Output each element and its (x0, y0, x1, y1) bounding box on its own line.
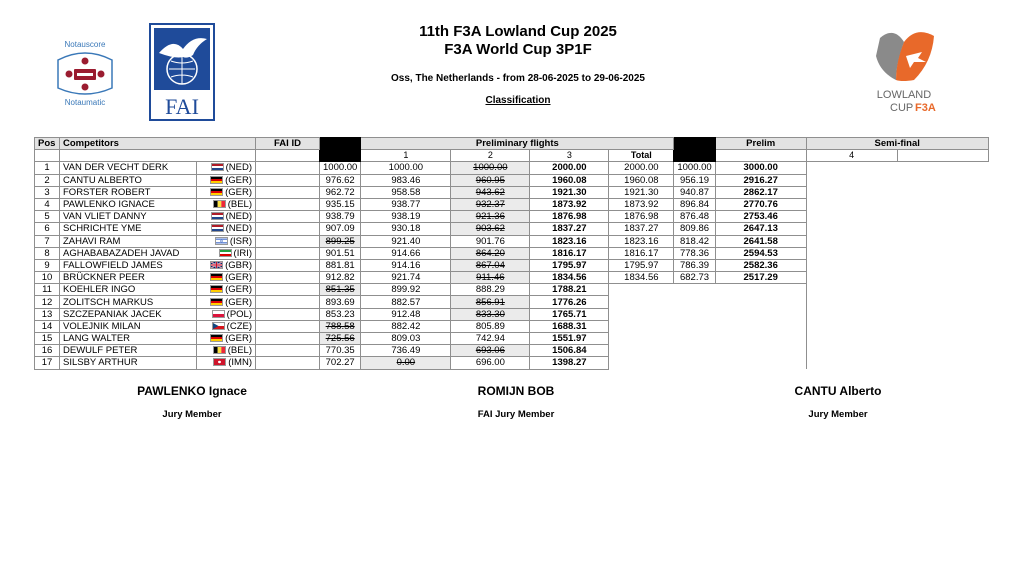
cell-semi-round-4: 896.84 (674, 198, 715, 210)
table-row (35, 223, 989, 235)
cell-flight-3: 742.94 (451, 333, 530, 345)
table-row (35, 345, 989, 357)
col-round-1: 1 (361, 150, 451, 162)
table-subheader-row (35, 150, 989, 162)
nationality-code: (IRI) (233, 247, 252, 259)
jury-role: Jury Member (808, 409, 868, 420)
cell-competitor-name: DEWULF PETER (60, 345, 197, 357)
cell-flight-3: 960.95 (451, 174, 530, 186)
jury-member-1 (92, 384, 292, 420)
flag-ger-icon (210, 272, 225, 283)
cell-flight-3: 856.91 (451, 296, 530, 308)
cell-pos: 3 (35, 186, 60, 198)
col-semi-final: Semi-final (806, 138, 988, 150)
cell-nationality (197, 272, 256, 284)
table-row (35, 259, 989, 271)
cell-prelim-total: 1688.31 (530, 320, 609, 332)
cell-flight-2: 809.03 (361, 333, 451, 345)
col-pos: Pos (35, 138, 60, 150)
cell-pos: 9 (35, 259, 60, 271)
table-row (35, 308, 989, 320)
cell-prelim-total: 1788.21 (530, 284, 609, 296)
cell-flight-1: 912.82 (320, 272, 361, 284)
cell-prelim-total: 1506.84 (530, 345, 609, 357)
cell-semi-round-4: 682.73 (674, 272, 715, 284)
cell-flight-1: 907.09 (320, 223, 361, 235)
cell-flight-1: 938.79 (320, 211, 361, 223)
cell-nationality (197, 333, 256, 345)
cell-flight-3: 805.89 (451, 320, 530, 332)
cell-nationality (197, 320, 256, 332)
cell-competitor-name: PAWLENKO IGNACE (60, 198, 197, 210)
event-subtitle: F3A World Cup 3P1F (444, 41, 592, 58)
nationality-code: (BEL) (227, 345, 252, 357)
jury-role: FAI Jury Member (477, 409, 555, 420)
cell-competitor-name: VAN DER VECHT DERK (60, 162, 197, 174)
cell-flight-1: 893.69 (320, 296, 361, 308)
table-row (35, 186, 989, 198)
notauscore-top-text: Notauscore (64, 40, 106, 49)
cell-nationality (197, 211, 256, 223)
table-row (35, 247, 989, 259)
cell-fai-id (256, 223, 320, 235)
flag-iri-icon (219, 248, 234, 259)
cell-pos: 8 (35, 247, 60, 259)
empty-cell (609, 345, 806, 357)
nationality-code: (BEL) (227, 199, 252, 211)
cell-semi-round-4: 809.86 (674, 223, 715, 235)
nationality-code: (CZE) (226, 320, 252, 332)
cell-competitor-name: SZCZEPANIAK JACEK (60, 308, 197, 320)
cell-nationality (197, 247, 256, 259)
cell-pos: 14 (35, 320, 60, 332)
flag-ger-icon (210, 297, 225, 308)
cell-flight-1: 853.23 (320, 308, 361, 320)
cell-prelim-total: 1873.92 (530, 198, 609, 210)
cell-competitor-name: ZOLITSCH MARKUS (60, 296, 197, 308)
cell-prelim-total: 1398.27 (530, 357, 609, 369)
cell-prelim-total: 1795.97 (530, 259, 609, 271)
nationality-code: (NED) (225, 162, 252, 174)
cell-competitor-name: VOLEJNIK MILAN (60, 320, 197, 332)
cell-pos: 15 (35, 333, 60, 345)
cell-fai-id (256, 162, 320, 174)
jury-name: PAWLENKO Ignace (137, 384, 247, 398)
cell-fai-id (256, 320, 320, 332)
cell-flight-1: 962.72 (320, 186, 361, 198)
cell-prelim: 2000.00 (609, 162, 674, 174)
nationality-code: (GER) (225, 272, 252, 284)
cell-competitor-name: SCHRICHTE YME (60, 223, 197, 235)
cell-prelim-total: 1765.71 (530, 308, 609, 320)
notauscore-bottom-text: Notaumatic (64, 98, 106, 107)
cell-flight-2: 914.66 (361, 247, 451, 259)
cell-flight-3: 864.20 (451, 247, 530, 259)
cell-flight-1: 976.62 (320, 174, 361, 186)
cell-pos: 1 (35, 162, 60, 174)
cell-pos: 16 (35, 345, 60, 357)
cell-flight-3: 921.36 (451, 211, 530, 223)
cell-semi-total: 2770.76 (715, 198, 806, 210)
cell-pos: 5 (35, 211, 60, 223)
cell-flight-3: 903.62 (451, 223, 530, 235)
empty-cell (609, 357, 806, 369)
cell-competitor-name: CANTU ALBERTO (60, 174, 197, 186)
cell-prelim-total: 1876.98 (530, 211, 609, 223)
cell-flight-2: 882.57 (361, 296, 451, 308)
cell-prelim-total: 1551.97 (530, 333, 609, 345)
cell-pos: 7 (35, 235, 60, 247)
cell-competitor-name: AGHABABAZADEH JAVAD (60, 247, 197, 259)
nationality-code: (ISR) (229, 235, 252, 247)
nationality-code: (GER) (225, 333, 252, 345)
cell-fai-id (256, 357, 320, 369)
cell-competitor-name: VAN VLIET DANNY (60, 211, 197, 223)
lowland-cup-logo (866, 22, 942, 114)
cell-flight-2: 930.18 (361, 223, 451, 235)
cell-prelim: 1823.16 (609, 235, 674, 247)
fai-logo (149, 23, 215, 121)
cell-fai-id (256, 272, 320, 284)
column-separator (674, 138, 715, 162)
empty-cell (609, 308, 806, 320)
table-row (35, 211, 989, 223)
table-row (35, 284, 989, 296)
cell-fai-id (256, 174, 320, 186)
cell-nationality (197, 198, 256, 210)
lowland-cup-text: CUP (890, 102, 914, 114)
cell-flight-3: 888.29 (451, 284, 530, 296)
cell-flight-3: 901.76 (451, 235, 530, 247)
cell-fai-id (256, 198, 320, 210)
cell-pos: 11 (35, 284, 60, 296)
cell-flight-1: 881.81 (320, 259, 361, 271)
cell-flight-2: 736.49 (361, 345, 451, 357)
cell-pos: 2 (35, 174, 60, 186)
table-row (35, 272, 989, 284)
nationality-code: (GER) (225, 174, 252, 186)
cell-flight-2: 899.92 (361, 284, 451, 296)
cell-flight-1: 899.25 (320, 235, 361, 247)
cell-nationality (197, 186, 256, 198)
cell-pos: 13 (35, 308, 60, 320)
cell-nationality (197, 345, 256, 357)
cell-competitor-name: FORSTER ROBERT (60, 186, 197, 198)
cell-nationality (197, 259, 256, 271)
cell-semi-total: 2641.58 (715, 235, 806, 247)
cell-prelim: 1873.92 (609, 198, 674, 210)
cell-fai-id (256, 333, 320, 345)
cell-semi-round-4: 876.48 (674, 211, 715, 223)
cell-flight-3: 693.06 (451, 345, 530, 357)
table-row (35, 320, 989, 332)
event-title: 11th F3A Lowland Cup 2025 (419, 23, 617, 40)
cell-fai-id (256, 296, 320, 308)
table-row (35, 235, 989, 247)
cell-flight-2: 921.40 (361, 235, 451, 247)
empty-cell (609, 320, 806, 332)
cell-semi-round-4: 786.39 (674, 259, 715, 271)
notauscore-logo (50, 38, 120, 108)
flag-bel-icon (213, 199, 228, 210)
nationality-code: (GER) (225, 186, 252, 198)
jury-member-2 (416, 384, 616, 420)
cell-flight-3: 1000.00 (451, 162, 530, 174)
flag-cze-icon (212, 321, 227, 332)
cell-flight-1: 770.35 (320, 345, 361, 357)
cell-flight-2: 983.46 (361, 174, 451, 186)
cell-flight-1: 702.27 (320, 357, 361, 369)
cell-fai-id (256, 186, 320, 198)
cell-fai-id (256, 235, 320, 247)
cell-prelim: 1795.97 (609, 259, 674, 271)
cell-prelim: 1837.27 (609, 223, 674, 235)
fai-text: FAI (165, 94, 199, 119)
table-row (35, 174, 989, 186)
cell-semi-total: 2582.36 (715, 259, 806, 271)
cell-semi-total: 2517.29 (715, 272, 806, 284)
cell-prelim-total: 1921.30 (530, 186, 609, 198)
flag-ned-icon (211, 223, 226, 234)
flag-pol-icon (212, 309, 227, 320)
cell-nationality (197, 296, 256, 308)
cell-semi-round-4: 818.42 (674, 235, 715, 247)
cell-nationality (197, 174, 256, 186)
cell-prelim: 1876.98 (609, 211, 674, 223)
cell-semi-total: 2753.46 (715, 211, 806, 223)
cell-pos: 4 (35, 198, 60, 210)
cell-nationality (197, 284, 256, 296)
cell-prelim-total: 1776.26 (530, 296, 609, 308)
table-row (35, 162, 989, 174)
nationality-code: (NED) (225, 211, 252, 223)
cell-competitor-name: LANG WALTER (60, 333, 197, 345)
flag-ned-icon (211, 211, 226, 222)
cell-fai-id (256, 308, 320, 320)
section-title: Classification (485, 95, 551, 106)
cell-prelim-total: 1834.56 (530, 272, 609, 284)
cell-competitor-name: FALLOWFIELD JAMES (60, 259, 197, 271)
cell-prelim-total: 2000.00 (530, 162, 609, 174)
cell-semi-total: 2862.17 (715, 186, 806, 198)
cell-nationality (197, 162, 256, 174)
col-round-4: 4 (806, 150, 897, 162)
lowland-f3a-text: F3A (915, 102, 936, 114)
flag-ger-icon (210, 187, 225, 198)
cell-flight-3: 932.37 (451, 198, 530, 210)
cell-fai-id (256, 284, 320, 296)
cell-flight-1: 851.35 (320, 284, 361, 296)
cell-fai-id (256, 247, 320, 259)
cell-prelim: 1834.56 (609, 272, 674, 284)
cell-semi-round-4: 956.19 (674, 174, 715, 186)
empty-cell (609, 284, 806, 296)
table-row (35, 333, 989, 345)
col-competitors: Competitors (60, 138, 256, 150)
flag-ger-icon (210, 284, 225, 295)
cell-flight-3: 943.62 (451, 186, 530, 198)
cell-semi-round-4: 940.87 (674, 186, 715, 198)
flag-ger-icon (210, 333, 225, 344)
flag-bel-icon (213, 345, 228, 356)
flag-ger-icon (210, 175, 225, 186)
cell-pos: 12 (35, 296, 60, 308)
jury-member-3 (738, 384, 938, 420)
cell-competitor-name: ZAHAVI RAM (60, 235, 197, 247)
table-row (35, 198, 989, 210)
document-header (318, 23, 718, 106)
flag-isr-icon (215, 236, 230, 247)
nationality-code: (IMN) (228, 357, 252, 369)
nationality-code: (NED) (225, 223, 252, 235)
cell-pos: 17 (35, 357, 60, 369)
cell-flight-3: 911.46 (451, 272, 530, 284)
cell-flight-1: 788.58 (320, 320, 361, 332)
cell-flight-2: 938.19 (361, 211, 451, 223)
cell-semi-total: 3000.00 (715, 162, 806, 174)
empty-cell (609, 296, 806, 308)
cell-semi-total: 2916.27 (715, 174, 806, 186)
flag-gbr-icon (210, 260, 225, 271)
cell-flight-1: 935.15 (320, 198, 361, 210)
cell-prelim-total: 1837.27 (530, 223, 609, 235)
cell-competitor-name: SILSBY ARTHUR (60, 357, 197, 369)
empty-cell (609, 333, 806, 345)
cell-flight-3: 833.30 (451, 308, 530, 320)
cell-prelim: 1816.17 (609, 247, 674, 259)
col-round-3: 3 (530, 150, 609, 162)
cell-semi-total: 2647.13 (715, 223, 806, 235)
nationality-code: (GER) (225, 296, 252, 308)
cell-nationality (197, 357, 256, 369)
nationality-code: (GER) (225, 284, 252, 296)
jury-name: ROMIJN BOB (477, 384, 555, 398)
nationality-code: (GBR) (225, 259, 252, 271)
cell-semi-round-4: 778.36 (674, 247, 715, 259)
cell-flight-1: 901.51 (320, 247, 361, 259)
cell-nationality (197, 235, 256, 247)
cell-competitor-name: KOEHLER INGO (60, 284, 197, 296)
table-row (35, 296, 989, 308)
cell-flight-3: 867.04 (451, 259, 530, 271)
cell-prelim: 1921.30 (609, 186, 674, 198)
cell-flight-2: 914.16 (361, 259, 451, 271)
cell-fai-id (256, 211, 320, 223)
cell-competitor-name: BRÜCKNER PEER (60, 272, 197, 284)
cell-nationality (197, 223, 256, 235)
col-fai-id: FAI ID (256, 138, 320, 150)
cell-fai-id (256, 345, 320, 357)
col-round-2: 2 (451, 150, 530, 162)
cell-prelim: 1960.08 (609, 174, 674, 186)
cell-prelim-total: 1823.16 (530, 235, 609, 247)
cell-pos: 6 (35, 223, 60, 235)
cell-flight-2: 938.77 (361, 198, 451, 210)
cell-flight-1: 1000.00 (320, 162, 361, 174)
cell-pos: 10 (35, 272, 60, 284)
cell-prelim-total: 1960.08 (530, 174, 609, 186)
lowland-text: LOWLAND (876, 89, 932, 101)
flag-imn-icon (213, 357, 228, 368)
cell-semi-round-4: 1000.00 (674, 162, 715, 174)
jury-name: CANTU Alberto (794, 384, 882, 398)
flag-ned-icon (211, 162, 226, 173)
cell-flight-2: 921.74 (361, 272, 451, 284)
cell-flight-2: 1000.00 (361, 162, 451, 174)
column-separator (320, 138, 361, 162)
cell-flight-2: 958.58 (361, 186, 451, 198)
cell-fai-id (256, 259, 320, 271)
cell-flight-1: 725.56 (320, 333, 361, 345)
classification-table (34, 137, 989, 370)
col-prelim: Prelim (715, 138, 806, 150)
cell-flight-3: 696.00 (451, 357, 530, 369)
jury-role: Jury Member (162, 409, 222, 420)
cell-semi-total: 2594.53 (715, 247, 806, 259)
table-header-row (35, 138, 989, 150)
cell-nationality (197, 308, 256, 320)
cell-flight-2: 912.48 (361, 308, 451, 320)
cell-flight-2: 0.00 (361, 357, 451, 369)
cell-prelim-total: 1816.17 (530, 247, 609, 259)
nationality-code: (POL) (226, 308, 252, 320)
event-location: Oss, The Netherlands - from 28-06-2025 to 29-06-2025 (391, 73, 645, 84)
col-total: Total (609, 150, 674, 162)
table-row (35, 357, 989, 369)
cell-flight-2: 882.42 (361, 320, 451, 332)
col-preliminary-flights: Preliminary flights (361, 138, 674, 150)
